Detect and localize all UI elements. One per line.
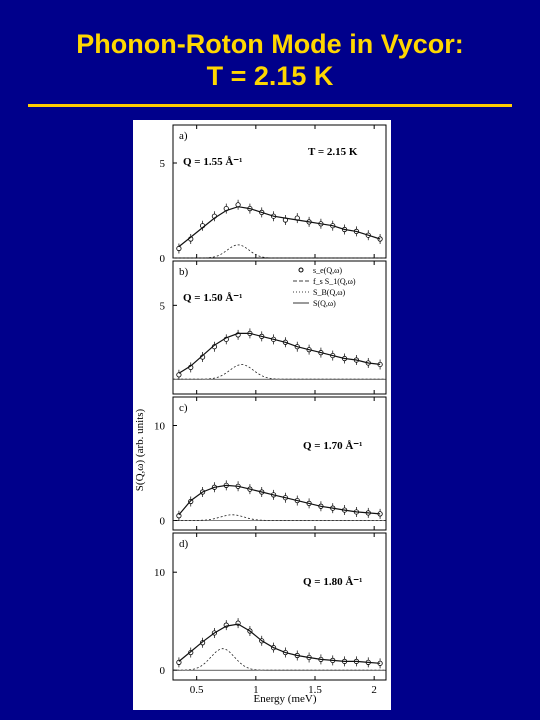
legend-marker — [299, 268, 303, 272]
y-tick-label: 0 — [159, 253, 165, 265]
y-tick-label: 5 — [159, 158, 165, 170]
y-tick-label: 0 — [159, 515, 165, 528]
panel-frame — [173, 533, 386, 680]
series-gaussian-line — [173, 649, 386, 671]
legend-item: S_B(Q,ω) — [313, 288, 346, 297]
legend-item: S(Q,ω) — [313, 299, 336, 308]
panel-d — [154, 533, 386, 696]
figure — [133, 120, 391, 710]
legend-item: s_e(Q,ω) — [313, 266, 343, 275]
temperature-label: T = 2.15 K — [308, 146, 358, 158]
panel-b — [160, 261, 387, 394]
q-label: Q = 1.50 Å⁻¹ — [183, 292, 243, 304]
panel-frame — [173, 397, 386, 530]
panel-label: c) — [179, 402, 188, 414]
panel-label: d) — [179, 538, 189, 550]
panel-label: a) — [179, 130, 188, 142]
y-tick-label: 10 — [154, 567, 165, 580]
y-tick-label: 10 — [154, 420, 165, 433]
panel-a — [160, 125, 387, 265]
x-tick-label: 0.5 — [189, 684, 204, 696]
x-tick-label: 2 — [371, 684, 377, 696]
panel-label: b) — [179, 266, 189, 278]
x-axis-label: Energy (meV) — [253, 693, 317, 705]
y-tick-label: 0 — [159, 665, 165, 678]
legend-item: f_s S_1(Q,ω) — [313, 277, 356, 286]
y-axis-label: S(Q,ω) (arb. units) — [134, 408, 146, 492]
y-tick-label: 5 — [159, 300, 165, 313]
q-label: Q = 1.70 Å⁻¹ — [303, 440, 363, 452]
series-gaussian-line — [173, 245, 386, 258]
slide-title-line1: Phonon-Roton Mode in Vycor: — [76, 29, 464, 59]
title-divider — [28, 104, 512, 107]
panel-c — [154, 397, 386, 530]
series-gaussian-line — [173, 365, 386, 380]
x-tick-label: 1 — [253, 684, 259, 696]
slide-title — [0, 28, 540, 92]
q-label: Q = 1.80 Å⁻¹ — [303, 576, 363, 588]
q-label: Q = 1.55 Å⁻¹ — [183, 156, 243, 168]
series-total-line — [179, 333, 380, 373]
series-total-line — [179, 624, 380, 663]
data-point — [177, 246, 181, 250]
panel-frame — [173, 125, 386, 258]
x-tick-label: 1.5 — [308, 684, 322, 696]
figure-svg — [133, 120, 391, 710]
series-total-line — [179, 207, 380, 247]
series-total-line — [179, 485, 380, 514]
slide-title-line2: T = 2.15 K — [206, 61, 334, 91]
series-gaussian-line — [173, 515, 386, 521]
